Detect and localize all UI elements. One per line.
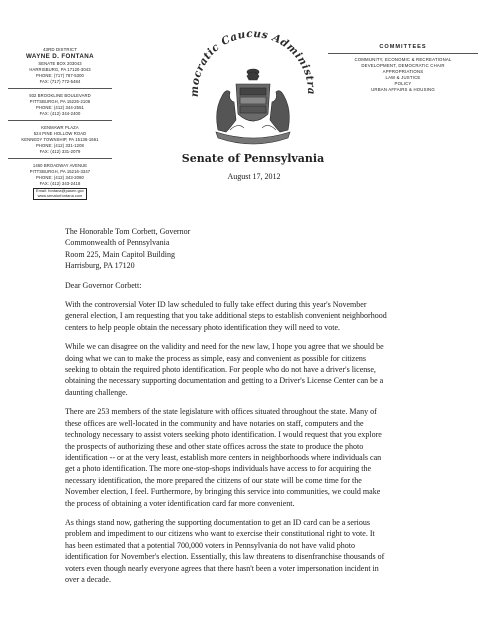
committees-heading: COMMITTEES (379, 44, 427, 50)
senate-seal (178, 10, 328, 160)
divider (8, 88, 112, 89)
senator-contact-column (0, 46, 120, 200)
senate-title: Senate of Pennsylvania (181, 152, 325, 165)
paragraph-4: As things stand now, gathering the supporting documentation to get an ID card can be a serious problem and impediment to our citizens who want to exercise their constitutional right to vote. It has been estimated that a potential 700,000 voters in Pennsylvania do not have valid photo identification for November's election. Essentially, this law threatens to disenfranchise thousands of voters even though nearly everyone agrees that there hasn't been a voter impersonation incident in over a decade. (65, 517, 385, 584)
seal-emblem-icon (178, 10, 328, 160)
broadway-office-address: 1460 BROADWAY AVENUE PITTSBURGH, PA 15216-3347 PHONE: (412) 343-2080 FAX: (412) 343-2418 (29, 163, 91, 186)
letter-date: August 17, 2012 (227, 172, 281, 181)
paragraph-2: While we can disagree on the validity and need for the new law, I hope you agree that we should be doing what we can to make the process as simple, easy and convenient as possible for citizens seeking to obtain the required photo identification. For people who do not have a driver's license, obtaining the necessary supporting documentation and getting to a Driver's License Center can be a daunting challenge. (65, 342, 384, 397)
paragraph-1: With the controversial Voter ID law scheduled to fully take effect during this year's November general election, I am requesting that you take additional steps to establish convenient neighborhood centers to help people obtain the necessary photo identification they will need to vote. (65, 300, 387, 332)
website-link[interactable]: www.senatorfontana.com (37, 194, 83, 198)
committee-item: LAW & JUSTICE (385, 75, 421, 80)
committee-item: POLICY (394, 81, 412, 86)
letter-body (65, 226, 483, 585)
senator-name: WAYNE D. FONTANA (26, 53, 94, 60)
committee-item: APPROPRIATIONS (382, 69, 424, 74)
email-link[interactable]: Email: fontana@pasen.gov (35, 189, 85, 193)
capitol-office-address: SENATE BOX 203043 HARRISBURG, PA 17120-3043 PHONE: (717) 787-5300 FAX: (717) 772-5484 (29, 61, 91, 84)
salutation: Dear Governor Corbett: (65, 280, 142, 290)
paragraph-3: There are 253 members of the state legislature with offices situated throughout the state. Many of these offices are well-located in the community and have notaries on staff, computers and the technology necessary to assist voters seeking photo identification. I would request that you explore the prospects of authorizing these and other state offices across the state to produce the photo identification -- or at the very least, establish more centers in neighborhoods where individuals can get a photo identification. The more one-stop-shops individuals have access to for acquiring the necessary identification, the more prepared the citizens of our state will be come time for the November election, I feel. Furthermore, by bringing this service into communities, we could make the process of obtaining a voter identification card far more convenient. (65, 407, 382, 508)
divider (8, 158, 112, 159)
committee-item: DEVELOPMENT, DEMOCRATIC CHAIR (361, 63, 445, 68)
divider (8, 120, 112, 121)
kennedy-office-address: KENMAWR PLAZA 524 PINE HOLLOW ROAD KENNEDY TOWNSHIP, PA 15136-1661 PHONE: (412) 331-1208 FAX: (412) 331-2079 (21, 125, 99, 154)
district-label: 43RD DISTRICT (43, 47, 77, 52)
svg-text:Democratic Caucus Administrato: mocratic Caucus Administra (188, 27, 318, 98)
committees-column (320, 44, 486, 93)
contact-box (33, 188, 87, 200)
inside-address: The Honorable Tom Corbett, Governor Commonwealth of Pennsylvania Room 225, Main Capitol Building Harrisburg, PA 17120 (65, 227, 191, 271)
committee-item: URBAN AFFAIRS & HOUSING (371, 87, 435, 92)
pittsburgh-office-address: 932 BROOKLINE BOULEVARD PITTSBURGH, PA 15226-2106 PHONE: (412) 344-2551 FAX: (412) 344-2400 (29, 93, 91, 116)
committee-item: COMMUNITY, ECONOMIC & RECREATIONAL (354, 57, 452, 62)
divider (328, 53, 478, 54)
